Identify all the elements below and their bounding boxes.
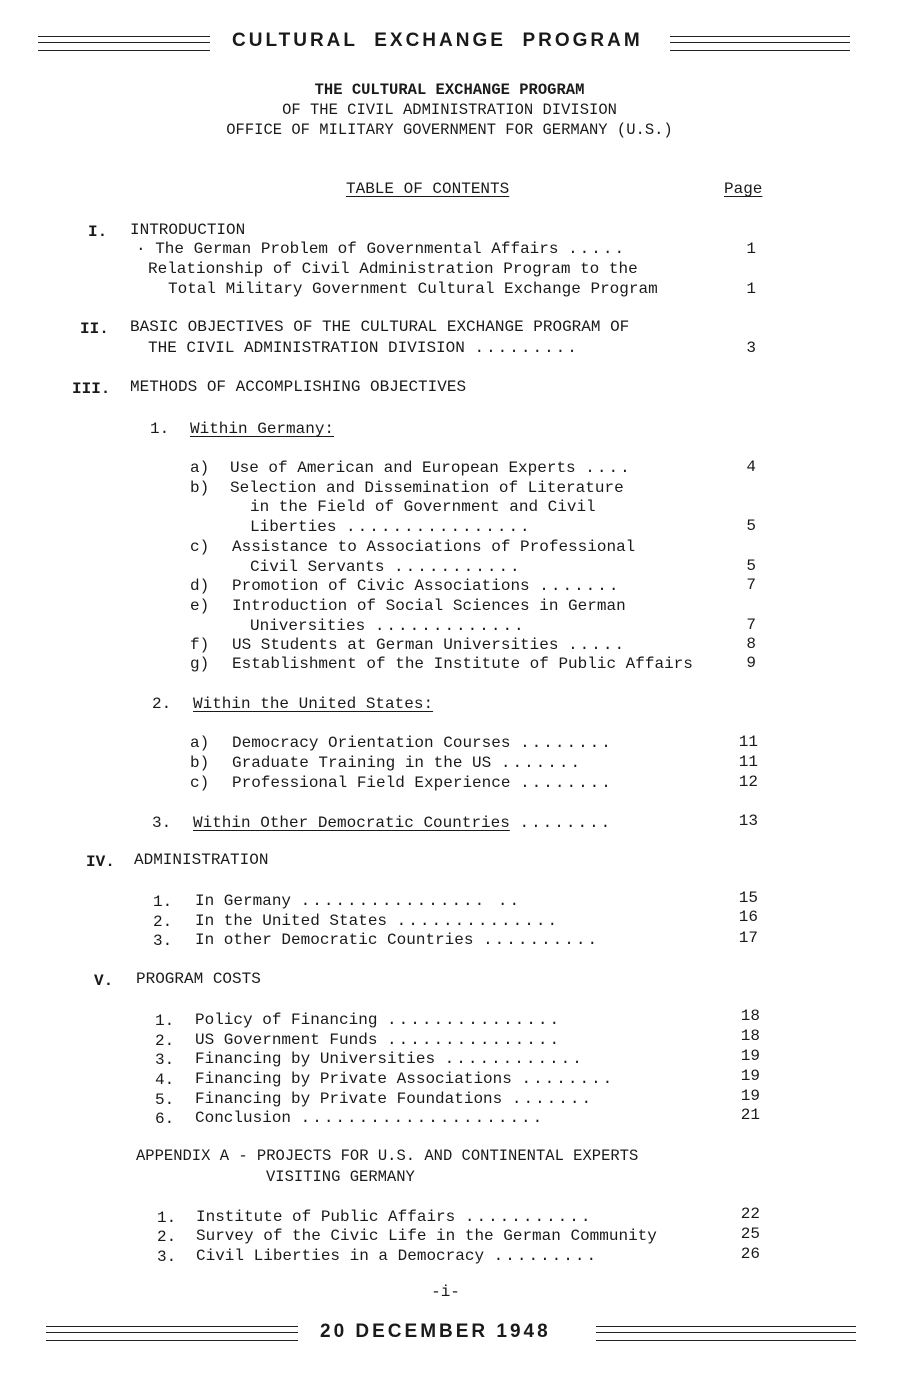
page-column-heading: Page xyxy=(724,180,763,198)
header-rule-left xyxy=(38,36,210,51)
item-text-value: Democracy Orientation Courses xyxy=(232,734,511,752)
toc-entry-text: The German Problem of Governmental Affairs xyxy=(155,240,559,258)
item-label: e) xyxy=(190,597,210,615)
list-page: 17 xyxy=(738,929,758,947)
section-numeral: V. xyxy=(94,972,114,990)
header-rule-right xyxy=(670,36,850,51)
list-number: 3. xyxy=(153,932,173,950)
item-text-cont: Liberties ................ xyxy=(250,518,532,536)
section-title: PROGRAM COSTS xyxy=(136,970,261,988)
subsection-heading-text: Within Other Democratic Countries xyxy=(193,814,510,832)
appendix-title-cont: VISITING GERMANY xyxy=(266,1168,415,1186)
toc-entry: · The German Problem of Governmental Affairs ..... xyxy=(136,240,627,258)
list-number: 3. xyxy=(157,1248,177,1266)
item-text-value: Use of American and European Experts xyxy=(230,459,576,477)
section-numeral: IV. xyxy=(86,853,115,871)
section-title-cont: THE CIVIL ADMINISTRATION DIVISION ......... xyxy=(148,339,579,357)
list-number: 6. xyxy=(155,1110,175,1128)
item-label: d) xyxy=(190,577,210,595)
page-number: -i- xyxy=(431,1283,460,1301)
item-text-value: Professional Field Experience xyxy=(232,774,511,792)
subsection-number: 3. xyxy=(152,814,172,832)
title-line-1: THE CULTURAL EXCHANGE PROGRAM xyxy=(314,81,585,99)
toc-entry-text-cont: Total Military Government Cultural Exchange Program xyxy=(168,280,658,298)
list-text-value: US Government Funds xyxy=(195,1031,378,1049)
item-text: Assistance to Associations of Professional xyxy=(232,538,636,556)
list-text: In other Democratic Countries .......... xyxy=(195,931,600,949)
section-title: BASIC OBJECTIVES OF THE CULTURAL EXCHANGE PROGRAM OF xyxy=(130,318,630,336)
item-text: Selection and Dissemination of Literature xyxy=(230,479,624,497)
list-text: Institute of Public Affairs ........... xyxy=(196,1208,593,1226)
item-text: Establishment of the Institute of Public Affairs xyxy=(232,655,693,673)
header-banner: CULTURAL EXCHANGE PROGRAM xyxy=(232,30,643,51)
section-title: METHODS OF ACCOMPLISHING OBJECTIVES xyxy=(130,378,467,396)
list-text: Civil Liberties in a Democracy ......... xyxy=(196,1247,599,1265)
subsection-heading: Within Germany: xyxy=(190,420,335,438)
item-page: 7 xyxy=(746,576,756,594)
item-text: US Students at German Universities ..... xyxy=(232,636,627,654)
list-text-value: In other Democratic Countries xyxy=(195,931,474,949)
title-line-3: OFFICE OF MILITARY GOVERNMENT FOR GERMANY (U.S.) xyxy=(226,121,673,139)
item-text: Use of American and European Experts .... xyxy=(230,459,632,477)
list-text: US Government Funds ............... xyxy=(195,1031,562,1049)
item-text: Professional Field Experience ........ xyxy=(232,774,613,792)
list-text-value: Conclusion xyxy=(195,1109,292,1127)
list-text: Financing by Private Foundations ....... xyxy=(195,1090,594,1108)
list-page: 15 xyxy=(738,889,758,907)
list-text-value: Policy of Financing xyxy=(195,1011,378,1029)
list-text: In the United States .............. xyxy=(195,912,560,930)
toc-heading: TABLE OF CONTENTS xyxy=(346,180,510,198)
item-text: Promotion of Civic Associations ....... xyxy=(232,577,621,595)
list-number: 3. xyxy=(155,1051,175,1069)
item-text-value: US Students at German Universities xyxy=(232,636,559,654)
item-page: 4 xyxy=(746,458,756,476)
section-title: ADMINISTRATION xyxy=(134,851,269,869)
item-label: b) xyxy=(190,754,210,772)
list-text: Conclusion ..................... xyxy=(195,1109,545,1127)
section-title: INTRODUCTION xyxy=(130,221,246,239)
item-page: 12 xyxy=(738,773,758,791)
toc-entry-page: 1 xyxy=(746,280,756,298)
list-number: 4. xyxy=(155,1071,175,1089)
item-page: 9 xyxy=(746,654,756,672)
item-page: 5 xyxy=(746,557,756,575)
item-page: 5 xyxy=(746,517,756,535)
toc-entry-page: 1 xyxy=(746,240,756,258)
item-text: Graduate Training in the US ....... xyxy=(232,754,583,772)
list-page: 19 xyxy=(740,1087,760,1105)
item-label: c) xyxy=(190,774,210,792)
list-number: 1. xyxy=(155,1012,175,1030)
item-page: 11 xyxy=(738,733,758,751)
list-page: 19 xyxy=(740,1047,760,1065)
section-title-cont-text: THE CIVIL ADMINISTRATION DIVISION xyxy=(148,339,465,357)
list-text: Financing by Universities ............ xyxy=(195,1050,584,1068)
list-number: 2. xyxy=(157,1228,177,1246)
section-numeral: III. xyxy=(72,380,111,398)
item-label: a) xyxy=(190,734,210,752)
section-page: 3 xyxy=(746,339,756,357)
item-text-cont-value: Civil Servants xyxy=(250,558,385,576)
item-page: 7 xyxy=(746,616,756,634)
list-number: 1. xyxy=(153,893,173,911)
subsection-number: 2. xyxy=(152,695,172,713)
list-text-value: In Germany xyxy=(195,892,292,910)
list-text-value: Financing by Private Associations xyxy=(195,1070,512,1088)
subsection-page: 13 xyxy=(738,812,758,830)
appendix-title: APPENDIX A - PROJECTS FOR U.S. AND CONTINENTAL EXPERTS xyxy=(136,1147,639,1165)
section-numeral: I. xyxy=(88,223,108,241)
item-text-value: Graduate Training in the US xyxy=(232,754,492,772)
list-text: In Germany ................ .. xyxy=(195,892,522,910)
list-number: 2. xyxy=(153,913,173,931)
list-page: 19 xyxy=(740,1067,760,1085)
list-text-value: Civil Liberties in a Democracy xyxy=(196,1247,485,1265)
list-number: 2. xyxy=(155,1032,175,1050)
item-text: Introduction of Social Sciences in German xyxy=(232,597,626,615)
list-number: 5. xyxy=(155,1091,175,1109)
list-text: Survey of the Civic Life in the German Community xyxy=(196,1227,657,1245)
list-text-value: Financing by Private Foundations xyxy=(195,1090,503,1108)
list-text: Policy of Financing ............... xyxy=(195,1011,562,1029)
list-page: 18 xyxy=(740,1007,760,1025)
item-label: f) xyxy=(190,636,210,654)
item-text-cont-value: Liberties xyxy=(250,518,337,536)
subsection-heading: Within Other Democratic Countries ........ xyxy=(193,814,613,832)
item-label: a) xyxy=(190,459,210,477)
item-text-cont: in the Field of Government and Civil xyxy=(250,498,596,516)
item-text-cont-value: Universities xyxy=(250,617,366,635)
item-text-cont: Universities ............. xyxy=(250,617,526,635)
subsection-heading: Within the United States: xyxy=(193,695,434,713)
footer-rule-left xyxy=(46,1326,298,1341)
item-text: Democracy Orientation Courses ........ xyxy=(232,734,613,752)
toc-entry-text: Relationship of Civil Administration Program to the xyxy=(148,260,638,278)
list-number: 1. xyxy=(157,1209,177,1227)
item-label: g) xyxy=(190,655,210,673)
title-line-2: OF THE CIVIL ADMINISTRATION DIVISION xyxy=(282,101,617,119)
list-page: 18 xyxy=(740,1027,760,1045)
list-text-value: In the United States xyxy=(195,912,388,930)
subsection-number: 1. xyxy=(150,420,170,438)
footer-rule-right xyxy=(596,1326,856,1341)
list-page: 25 xyxy=(740,1225,760,1243)
section-numeral: II. xyxy=(80,320,109,338)
list-page: 21 xyxy=(740,1106,760,1124)
item-label: c) xyxy=(190,538,210,556)
item-text-cont: Civil Servants ........... xyxy=(250,558,522,576)
list-page: 16 xyxy=(738,908,758,926)
list-text: Financing by Private Associations ........ xyxy=(195,1070,615,1088)
footer-date: 20 DECEMBER 1948 xyxy=(320,1321,551,1342)
list-page: 22 xyxy=(740,1205,760,1223)
list-text-value: Institute of Public Affairs xyxy=(196,1208,456,1226)
item-label: b) xyxy=(190,479,210,497)
item-page: 11 xyxy=(738,753,758,771)
item-page: 8 xyxy=(746,635,756,653)
list-page: 26 xyxy=(740,1245,760,1263)
list-text-value: Financing by Universities xyxy=(195,1050,436,1068)
item-text-value: Promotion of Civic Associations xyxy=(232,577,530,595)
